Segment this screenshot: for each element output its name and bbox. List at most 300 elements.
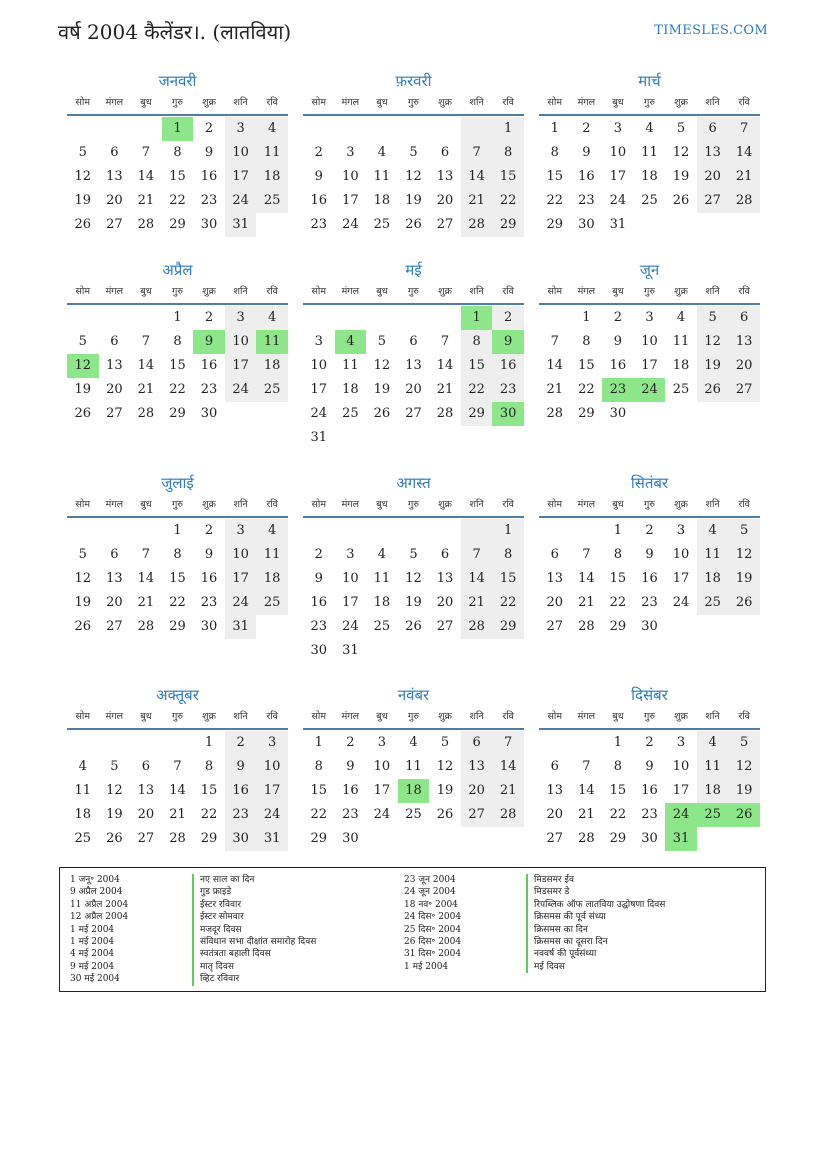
empty-cell: [461, 827, 493, 851]
day-cell: 26: [373, 406, 391, 421]
weekday-label: रवि: [738, 711, 750, 722]
day-cell: 11: [697, 543, 729, 567]
weekday-label: शुक्र: [438, 286, 452, 297]
day-cell: 23: [641, 807, 658, 822]
day-cell: 11: [373, 571, 391, 586]
day-cell: 25: [405, 807, 422, 822]
empty-cell: [366, 426, 398, 450]
day-cell: 10: [225, 141, 257, 165]
day-cell: 1: [162, 117, 194, 141]
weekday-label: बुध: [612, 286, 624, 297]
weekday-header: [303, 706, 524, 730]
day-cell: 2: [582, 121, 591, 136]
month-calendar: [303, 472, 524, 663]
holiday-date: 1 मई 2004: [70, 936, 115, 947]
day-cell: 14: [461, 567, 493, 591]
weekday-label: शुक्र: [202, 499, 216, 510]
day-cell: 10: [225, 543, 257, 567]
day-cell: 13: [697, 141, 729, 165]
empty-cell: [130, 731, 162, 755]
month-name: जुलाई: [161, 474, 194, 492]
day-cell: 9: [492, 330, 524, 354]
weekday-label: बुध: [376, 97, 388, 108]
days-grid: [67, 117, 288, 237]
day-cell: 1: [461, 306, 493, 330]
weekday-label: रवि: [266, 97, 278, 108]
day-cell: 6: [409, 334, 418, 349]
day-cell: 4: [256, 117, 288, 141]
empty-cell: [335, 117, 367, 141]
day-cell: 20: [106, 193, 123, 208]
empty-cell: [398, 639, 430, 663]
holiday-name: क्रिसमस की पूर्व संध्या: [526, 911, 606, 923]
empty-cell: [99, 519, 131, 543]
day-cell: 5: [409, 547, 418, 562]
day-cell: 30: [200, 217, 218, 232]
holiday-name: नए साल का दिन: [192, 874, 254, 886]
day-cell: 22: [492, 591, 524, 615]
day-cell: 8: [173, 547, 182, 562]
holiday-name: ईस्टर रविवार: [192, 899, 241, 911]
day-cell: 18: [697, 567, 729, 591]
weekday-label: रवि: [502, 711, 514, 722]
day-cell: 1: [613, 735, 623, 750]
day-cell: 17: [225, 165, 257, 189]
day-cell: 24: [342, 619, 359, 634]
day-cell: 2: [204, 523, 214, 538]
month-calendar: [303, 70, 524, 237]
day-cell: 31: [342, 643, 359, 658]
holiday-date: 30 मई 2004: [70, 974, 120, 985]
weekday-header: [539, 706, 760, 730]
day-cell: 16: [342, 783, 359, 798]
day-cell: 8: [492, 141, 524, 165]
day-cell: 13: [728, 330, 760, 354]
weekday-label: गुरु: [643, 499, 655, 510]
legend-row: [70, 936, 316, 948]
day-cell: 15: [169, 169, 186, 184]
day-cell: 3: [225, 117, 257, 141]
weekday-label: गुरु: [643, 711, 655, 722]
day-cell: 27: [106, 619, 123, 634]
empty-cell: [225, 402, 257, 426]
day-cell: 24: [225, 189, 257, 213]
day-cell: 8: [550, 145, 559, 160]
day-cell: 19: [74, 382, 92, 397]
day-cell: 9: [613, 334, 623, 349]
day-cell: 30: [641, 619, 658, 634]
day-cell: 13: [106, 571, 123, 586]
day-cell: 14: [461, 165, 493, 189]
day-cell: 17: [609, 169, 627, 184]
day-cell: 19: [74, 193, 92, 208]
day-cell: 22: [310, 807, 328, 822]
day-cell: 24: [342, 217, 359, 232]
day-cell: 25: [373, 619, 391, 634]
day-cell: 30: [310, 643, 328, 658]
weekday-label: मंगल: [341, 499, 360, 510]
legend-row: [404, 961, 665, 973]
empty-cell: [303, 519, 335, 543]
weekday-label: शुक्र: [202, 286, 216, 297]
empty-cell: [429, 827, 461, 851]
empty-cell: [492, 426, 524, 450]
day-cell: 8: [613, 547, 623, 562]
day-cell: 26: [106, 831, 123, 846]
weekday-label: शुक्र: [674, 97, 688, 108]
day-cell: 27: [436, 619, 454, 634]
day-cell: 24: [672, 595, 690, 610]
month-name: जून: [639, 261, 660, 279]
legend-row: [70, 886, 316, 898]
month-calendar: [67, 259, 288, 426]
day-cell: 10: [310, 358, 328, 373]
day-cell: 9: [193, 330, 225, 354]
empty-cell: [366, 639, 398, 663]
day-cell: 27: [137, 831, 155, 846]
weekday-label: रवि: [502, 499, 514, 510]
day-cell: 28: [578, 831, 595, 846]
month-calendar: [67, 472, 288, 639]
empty-cell: [99, 306, 131, 330]
empty-cell: [665, 213, 697, 237]
day-cell: 31: [225, 213, 257, 237]
days-grid: [303, 731, 524, 851]
legend-row: [70, 948, 316, 960]
day-cell: 6: [141, 759, 151, 774]
weekday-label: बुध: [612, 711, 624, 722]
empty-cell: [335, 306, 367, 330]
month-name: मार्च: [638, 72, 661, 90]
day-cell: 19: [436, 783, 454, 798]
day-cell: 23: [200, 382, 218, 397]
day-cell: 24: [634, 378, 666, 402]
day-cell: 3: [346, 145, 355, 160]
day-cell: 4: [409, 735, 418, 750]
weekday-label: शुक्र: [438, 97, 452, 108]
weekday-header: [539, 494, 760, 518]
day-cell: 2: [204, 121, 214, 136]
day-cell: 8: [204, 759, 214, 774]
month-calendar: [539, 472, 760, 639]
empty-cell: [67, 306, 99, 330]
weekday-label: शनि: [705, 711, 720, 722]
day-cell: 25: [342, 406, 359, 421]
day-cell: 25: [256, 378, 288, 402]
day-cell: 1: [492, 117, 524, 141]
holiday-name: नववर्ष की पूर्वसंध्या: [526, 948, 596, 960]
day-cell: 19: [106, 807, 123, 822]
day-cell: 3: [225, 306, 257, 330]
day-cell: 8: [461, 330, 493, 354]
day-cell: 5: [78, 334, 87, 349]
day-cell: 25: [74, 831, 92, 846]
day-cell: 4: [78, 759, 87, 774]
holiday-date: 9 मई 2004: [70, 961, 115, 972]
day-cell: 18: [256, 567, 288, 591]
weekday-label: शनि: [233, 97, 248, 108]
month-name: मई: [405, 261, 422, 279]
weekday-label: शुक्र: [674, 286, 688, 297]
weekday-label: सोम: [75, 499, 91, 510]
day-cell: 28: [137, 406, 155, 421]
day-cell: 30: [200, 619, 218, 634]
weekday-label: शनि: [469, 711, 484, 722]
day-cell: 7: [173, 759, 182, 774]
day-cell: 21: [546, 382, 564, 397]
weekday-label: शनि: [233, 286, 248, 297]
day-cell: 8: [492, 543, 524, 567]
holiday-date: 24 दिस॰ 2004: [404, 912, 462, 923]
day-cell: 15: [546, 169, 564, 184]
day-cell: 2: [645, 523, 654, 538]
day-cell: 13: [106, 358, 123, 373]
day-cell: 6: [110, 334, 119, 349]
day-cell: 3: [613, 121, 623, 136]
month-name: जनवरी: [158, 72, 197, 90]
day-cell: 22: [609, 807, 627, 822]
day-cell: 29: [461, 402, 493, 426]
day-cell: 24: [225, 378, 257, 402]
day-cell: 14: [436, 358, 454, 373]
day-cell: 4: [697, 731, 729, 755]
day-cell: 19: [405, 193, 422, 208]
day-cell: 16: [492, 354, 524, 378]
empty-cell: [429, 519, 461, 543]
days-grid: [303, 117, 524, 237]
days-grid: [67, 731, 288, 851]
day-cell: 3: [225, 519, 257, 543]
empty-cell: [398, 426, 430, 450]
day-cell: 25: [641, 193, 658, 208]
day-cell: 10: [256, 755, 288, 779]
weekday-label: मंगल: [341, 97, 360, 108]
weekday-label: सोम: [547, 97, 563, 108]
day-cell: 30: [342, 831, 359, 846]
day-cell: 24: [256, 803, 288, 827]
empty-cell: [665, 615, 697, 639]
day-cell: 25: [672, 382, 690, 397]
day-cell: 9: [582, 145, 591, 160]
day-cell: 18: [641, 169, 658, 184]
weekday-label: बुध: [376, 286, 388, 297]
month-calendar: [539, 684, 760, 851]
empty-cell: [256, 213, 288, 237]
day-cell: 12: [74, 571, 92, 586]
empty-cell: [256, 615, 288, 639]
day-cell: 22: [169, 193, 186, 208]
day-cell: 17: [310, 382, 328, 397]
day-cell: 11: [256, 141, 288, 165]
holiday-date: 31 दिस॰ 2004: [404, 949, 462, 960]
day-cell: 30: [641, 831, 658, 846]
empty-cell: [303, 306, 335, 330]
day-cell: 27: [436, 217, 454, 232]
day-cell: 24: [310, 406, 328, 421]
day-cell: 1: [582, 310, 591, 325]
month-name: फ़रवरी: [395, 72, 432, 90]
weekday-label: शनि: [705, 286, 720, 297]
day-cell: 28: [492, 803, 524, 827]
holiday-name: व्हिट रविवार: [192, 973, 239, 985]
day-cell: 26: [74, 619, 92, 634]
day-cell: 10: [641, 334, 658, 349]
empty-cell: [67, 117, 99, 141]
weekday-label: सोम: [547, 711, 563, 722]
empty-cell: [492, 827, 524, 851]
day-cell: 8: [582, 334, 591, 349]
day-cell: 6: [461, 731, 493, 755]
empty-cell: [728, 402, 760, 426]
day-cell: 4: [335, 330, 367, 354]
weekday-header: [303, 281, 524, 305]
day-cell: 14: [137, 571, 155, 586]
weekday-label: शुक्र: [438, 711, 452, 722]
day-cell: 12: [728, 755, 760, 779]
day-cell: 20: [436, 595, 454, 610]
day-cell: 6: [110, 547, 119, 562]
day-cell: 7: [440, 334, 450, 349]
day-cell: 2: [613, 310, 623, 325]
day-cell: 31: [609, 217, 627, 232]
days-grid: [539, 519, 760, 639]
site-link[interactable]: TIMESLES.COM: [654, 23, 768, 38]
day-cell: 13: [405, 358, 422, 373]
day-cell: 1: [314, 735, 323, 750]
weekday-header: [539, 281, 760, 305]
empty-cell: [492, 639, 524, 663]
day-cell: 27: [728, 378, 760, 402]
empty-cell: [99, 117, 131, 141]
month-calendar: [303, 259, 524, 450]
weekday-label: शनि: [705, 97, 720, 108]
day-cell: 19: [697, 354, 729, 378]
holiday-date: 4 मई 2004: [70, 949, 115, 960]
weekday-label: सोम: [75, 711, 91, 722]
day-cell: 6: [110, 145, 119, 160]
days-grid: [303, 519, 524, 663]
month-name: नवंबर: [397, 686, 430, 704]
legend-row: [70, 961, 316, 973]
empty-cell: [728, 213, 760, 237]
weekday-label: शनि: [233, 499, 248, 510]
day-cell: 9: [225, 755, 257, 779]
empty-cell: [539, 731, 571, 755]
empty-cell: [398, 306, 430, 330]
day-cell: 7: [141, 145, 151, 160]
day-cell: 1: [613, 523, 623, 538]
day-cell: 31: [256, 827, 288, 851]
day-cell: 16: [609, 358, 627, 373]
weekday-label: मंगल: [105, 711, 124, 722]
day-cell: 20: [436, 193, 454, 208]
day-cell: 24: [225, 591, 257, 615]
weekday-label: बुध: [612, 97, 624, 108]
day-cell: 18: [373, 193, 391, 208]
holiday-date: 18 नव॰ 2004: [404, 899, 458, 910]
empty-cell: [539, 519, 571, 543]
day-cell: 2: [314, 145, 323, 160]
empty-cell: [728, 615, 760, 639]
day-cell: 29: [200, 831, 218, 846]
empty-cell: [697, 402, 729, 426]
holiday-date: 23 जून 2004: [404, 875, 456, 885]
day-cell: 26: [74, 406, 92, 421]
day-cell: 29: [578, 406, 595, 421]
day-cell: 14: [137, 358, 155, 373]
day-cell: 21: [137, 382, 155, 397]
day-cell: 16: [641, 571, 658, 586]
day-cell: 14: [492, 755, 524, 779]
day-cell: 4: [697, 519, 729, 543]
day-cell: 2: [346, 735, 355, 750]
day-cell: 14: [728, 141, 760, 165]
day-cell: 8: [173, 334, 182, 349]
legend-row: [404, 948, 665, 960]
day-cell: 12: [728, 543, 760, 567]
day-cell: 2: [645, 735, 654, 750]
day-cell: 3: [256, 731, 288, 755]
day-cell: 16: [200, 571, 218, 586]
day-cell: 21: [137, 193, 155, 208]
legend-row: [404, 886, 665, 898]
day-cell: 9: [346, 759, 355, 774]
legend-column: [70, 874, 316, 986]
empty-cell: [366, 117, 398, 141]
day-cell: 25: [697, 803, 729, 827]
day-cell: 18: [672, 358, 690, 373]
empty-cell: [697, 615, 729, 639]
day-cell: 3: [645, 310, 654, 325]
day-cell: 1: [173, 310, 182, 325]
day-cell: 29: [169, 619, 186, 634]
empty-cell: [398, 117, 430, 141]
empty-cell: [398, 519, 430, 543]
day-cell: 23: [578, 193, 595, 208]
day-cell: 21: [461, 189, 493, 213]
holiday-date: 1 जनू॰ 2004: [70, 875, 120, 885]
empty-cell: [461, 117, 493, 141]
day-cell: 30: [609, 406, 627, 421]
weekday-label: गुरु: [171, 97, 183, 108]
day-cell: 7: [141, 547, 151, 562]
empty-cell: [67, 731, 99, 755]
weekday-label: गुरु: [171, 711, 183, 722]
day-cell: 27: [405, 406, 422, 421]
day-cell: 10: [672, 759, 690, 774]
legend-row: [70, 973, 316, 985]
day-cell: 23: [310, 619, 328, 634]
day-cell: 28: [461, 615, 493, 639]
day-cell: 15: [492, 567, 524, 591]
day-cell: 20: [697, 165, 729, 189]
day-cell: 23: [492, 378, 524, 402]
day-cell: 15: [169, 358, 186, 373]
day-cell: 7: [141, 334, 151, 349]
day-cell: 30: [578, 217, 595, 232]
day-cell: 30: [225, 827, 257, 851]
day-cell: 27: [697, 189, 729, 213]
day-cell: 8: [173, 145, 182, 160]
day-cell: 14: [169, 783, 186, 798]
days-grid: [539, 731, 760, 851]
holiday-name: ईस्टर सोमवार: [192, 911, 244, 923]
weekday-label: शुक्र: [438, 499, 452, 510]
day-cell: 20: [546, 807, 564, 822]
day-cell: 10: [373, 759, 391, 774]
weekday-label: मंगल: [105, 286, 124, 297]
day-cell: 11: [342, 358, 359, 373]
